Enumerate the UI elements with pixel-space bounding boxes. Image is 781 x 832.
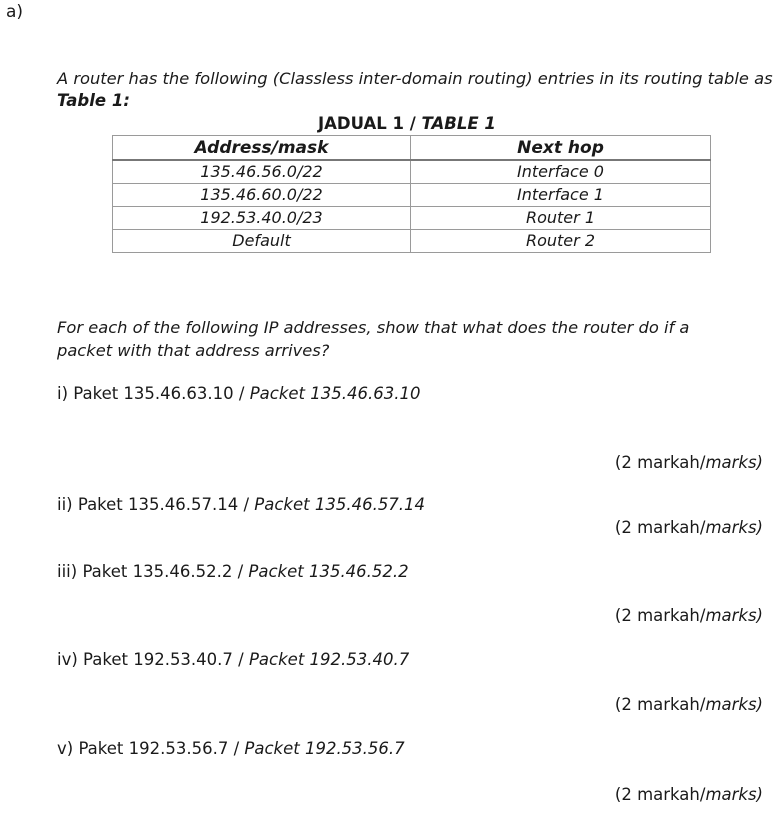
- question-item-4: [57, 650, 409, 669]
- mark-english: marks): [705, 518, 763, 537]
- item-english: Packet 192.53.56.7: [244, 739, 405, 758]
- mark-malay: (2 markah/: [614, 785, 706, 804]
- cell-address: 192.53.40.0/23: [113, 207, 411, 230]
- mark-malay: (2 markah/: [614, 518, 706, 537]
- cell-address: Default: [113, 230, 411, 253]
- routing-table: [112, 135, 711, 253]
- marks-2: [615, 518, 763, 537]
- item-english: Packet 192.53.40.7: [248, 650, 410, 669]
- mark-english: marks): [705, 695, 763, 714]
- question-item-2: [57, 495, 425, 514]
- caption-main: JADUAL 1: [318, 114, 405, 133]
- item-number: iii): [57, 562, 78, 581]
- question-item-1: [57, 384, 420, 403]
- item-number: i): [57, 384, 69, 403]
- item-number: v): [57, 739, 74, 758]
- header-next-hop: Next hop: [411, 136, 711, 161]
- mark-english: marks): [705, 453, 763, 472]
- table-row: [113, 230, 711, 253]
- mark-malay: (2 markah/: [614, 606, 706, 625]
- question-line-1: For each of the following IP addresses, show that what does the router do if a: [57, 318, 690, 337]
- table-header-row: [113, 136, 711, 161]
- caption-separator: /: [409, 114, 416, 133]
- marks-5: [615, 785, 763, 804]
- cell-next-hop: Interface 0: [411, 160, 711, 184]
- table-row: [113, 160, 711, 184]
- mark-english: marks): [705, 606, 763, 625]
- header-address-mask: Address/mask: [113, 136, 411, 161]
- cell-address: 135.46.60.0/22: [113, 184, 411, 207]
- marks-4: [615, 695, 763, 714]
- cell-next-hop: Router 1: [411, 207, 711, 230]
- question-line-2: packet with that address arrives?: [57, 341, 330, 360]
- item-malay: Paket 135.46.52.2 /: [82, 562, 244, 581]
- section-label: a): [6, 2, 24, 22]
- table-caption: [318, 114, 496, 133]
- question-item-3: [57, 562, 409, 581]
- item-malay: Paket 192.53.56.7 /: [78, 739, 240, 758]
- mark-malay: (2 markah/: [614, 695, 706, 714]
- item-malay: Paket 135.46.63.10 /: [73, 384, 245, 403]
- item-number: iv): [57, 650, 78, 669]
- item-malay: Paket 135.46.57.14 /: [77, 495, 250, 514]
- mark-malay: (2 markah/: [614, 453, 706, 472]
- caption-english: TABLE 1: [421, 114, 496, 133]
- intro-line-1: A router has the following (Classless inter-domain routing) entries in its routing table as: [57, 69, 773, 88]
- marks-3: [615, 606, 763, 625]
- cell-next-hop: Router 2: [411, 230, 711, 253]
- table-row: [113, 184, 711, 207]
- table-row: [113, 207, 711, 230]
- item-malay: Paket 192.53.40.7 /: [83, 650, 244, 669]
- item-english: Packet 135.46.57.14: [254, 495, 426, 514]
- intro-line-2: Table 1:: [57, 91, 130, 110]
- item-english: Packet 135.46.63.10: [249, 384, 421, 403]
- marks-1: [615, 453, 763, 472]
- mark-english: marks): [705, 785, 763, 804]
- cell-address: 135.46.56.0/22: [113, 160, 411, 184]
- item-english: Packet 135.46.52.2: [248, 562, 409, 581]
- item-number: ii): [57, 495, 73, 514]
- cell-next-hop: Interface 1: [411, 184, 711, 207]
- question-item-5: [57, 739, 405, 758]
